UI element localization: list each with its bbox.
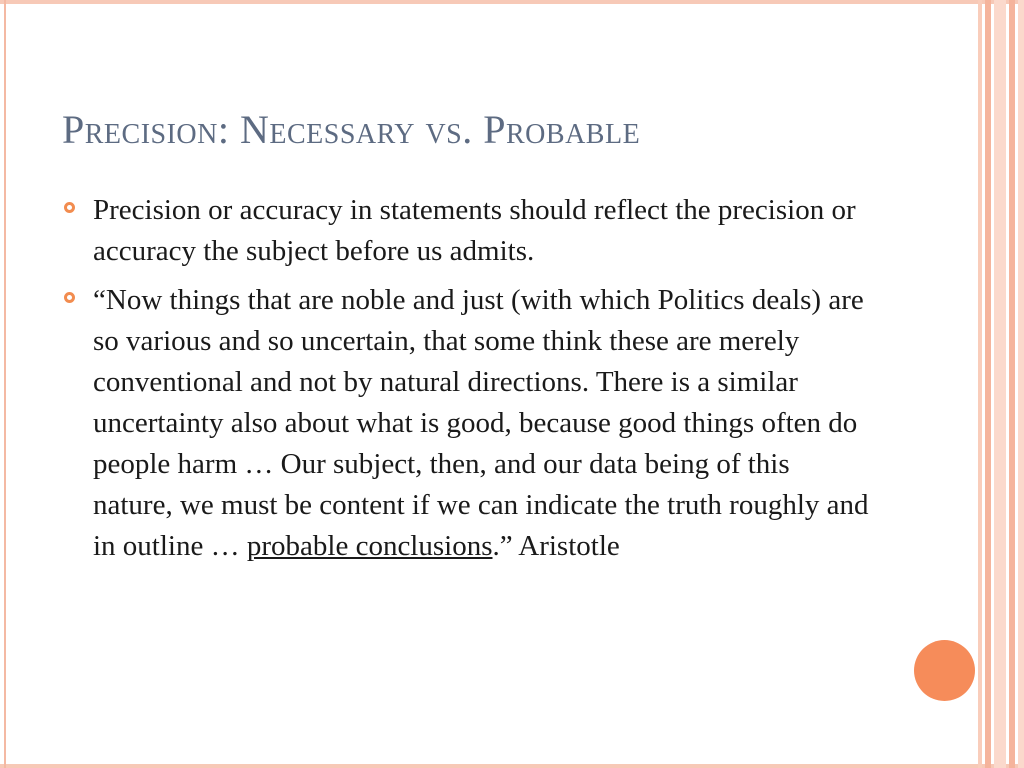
bottom-border: [0, 764, 1024, 768]
right-stripe: [985, 0, 991, 768]
right-stripe: [994, 0, 1006, 768]
bullet-list: [62, 190, 872, 575]
top-border: [0, 0, 1024, 4]
bullet-item: [62, 190, 872, 272]
right-stripe: [978, 0, 982, 768]
bullet-circle-icon: [64, 202, 75, 213]
quote-text: “Now things that are noble and just (with which Politics deals) are so various and so uncertain, that some think these are merely conventional and not by natural directions. There is a similar uncertainty also about what is good, because good things often do people harm … Our subject, then, and our data being of this nature, we must be content if we can indicate the truth roughly and in outline …: [93, 284, 869, 562]
bullet-circle-icon: [64, 292, 75, 303]
left-border: [4, 0, 6, 768]
bullet-text: Precision or accuracy in statements should reflect the precision or accuracy the subject before us admits.: [93, 194, 856, 267]
decorative-circle: [914, 640, 975, 701]
right-stripe: [1009, 0, 1015, 768]
underlined-phrase: probable conclusions: [246, 530, 493, 562]
right-stripe: [1018, 0, 1024, 768]
slide-title: Precision: Necessary vs. Probable: [62, 107, 641, 152]
bullet-item: [62, 280, 872, 567]
quote-attribution: .” Aristotle: [492, 530, 620, 562]
